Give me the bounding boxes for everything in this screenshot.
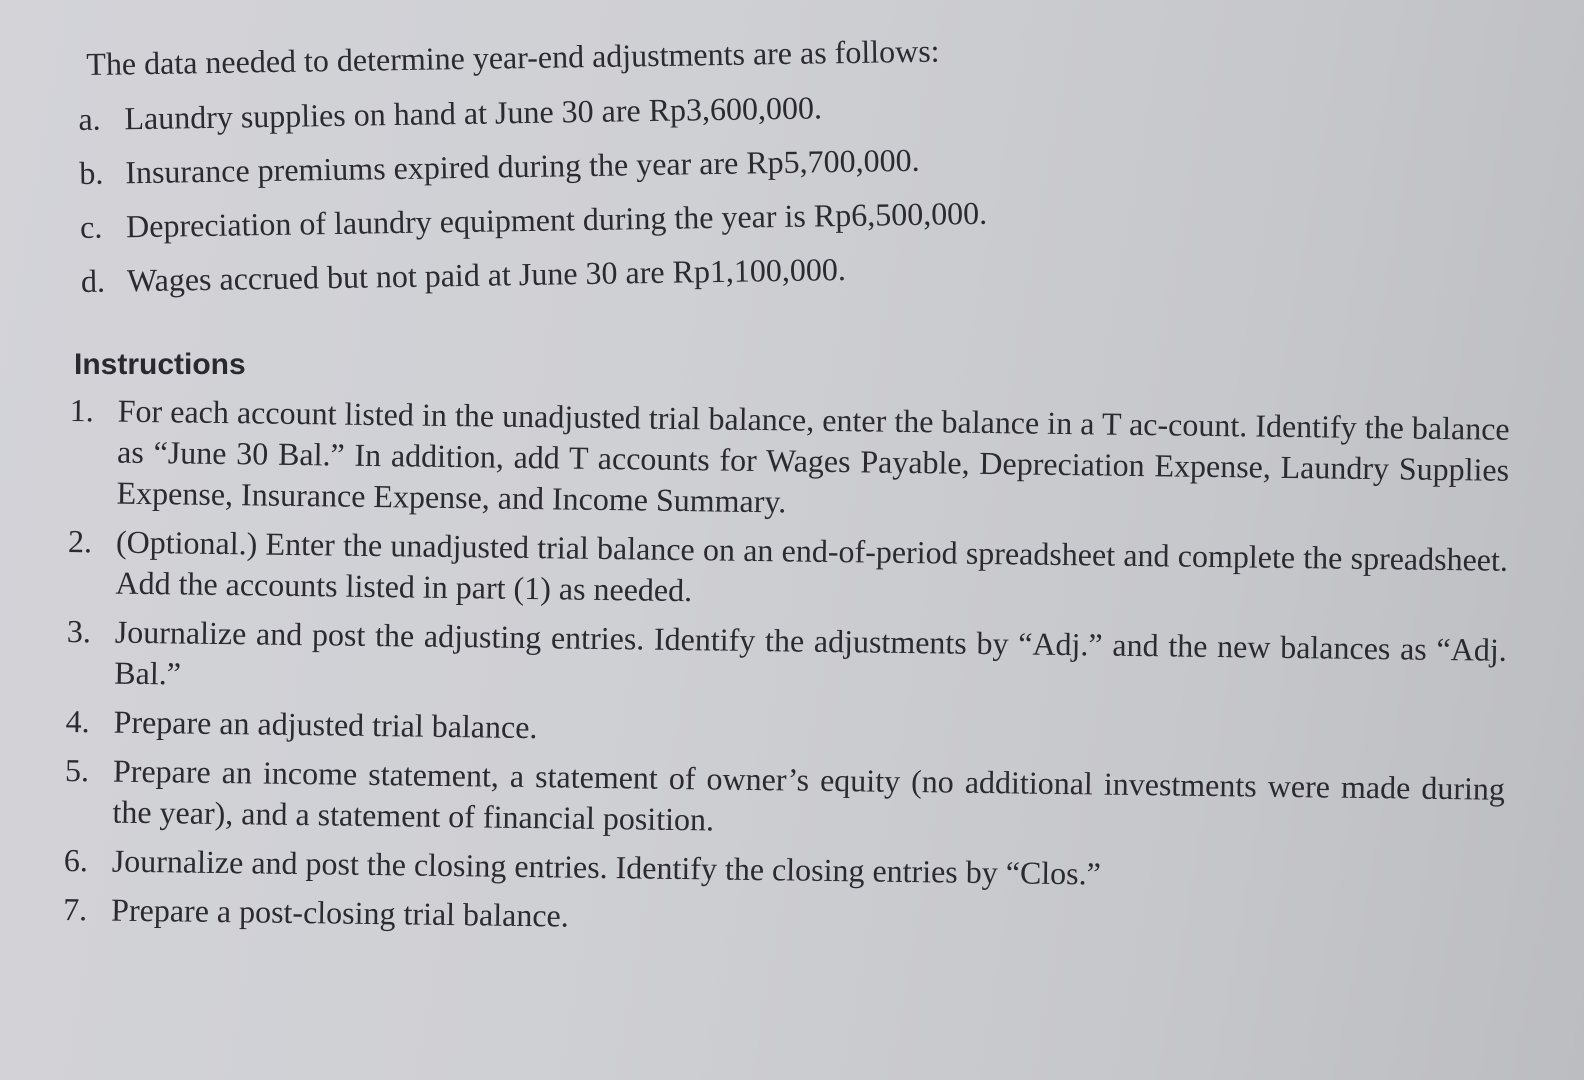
item-text: Insurance premiums expired during the year are Rp5,700,000. <box>124 141 920 191</box>
step-number: 5. <box>64 751 90 789</box>
step-text: For each account listed in the unadjusted trial balance, enter the balance in a T ac-count. Identify the balance as “June 30 Bal.” In addition, add T accounts for Wages Payable, Depreciation Expense, Laundry Supplies Expense, Insurance Expense, and Income Summary. <box>116 392 1510 520</box>
instruction-step <box>66 611 1507 712</box>
instructions-heading: Instructions <box>74 348 246 381</box>
step-number: 3. <box>66 612 92 650</box>
step-number: 2. <box>67 522 93 560</box>
step-text: Journalize and post the adjusting entries. Identify the adjustments by “Adj.” and the new balances as “Adj. Bal.” <box>114 613 1507 692</box>
step-number: 6. <box>63 841 89 879</box>
step-number: 7. <box>62 890 88 928</box>
step-text: Prepare an income statement, a statement of owner’s equity (no additional investments were made during the year), and a statement of financial position. <box>112 752 1506 838</box>
item-marker: d. <box>80 262 106 299</box>
step-text: Prepare a post-closing trial balance. <box>110 891 569 934</box>
adjustment-data-list <box>78 78 988 308</box>
item-text: Laundry supplies on hand at June 30 are Rp3,600,000. <box>124 89 823 137</box>
item-marker: c. <box>79 208 103 245</box>
step-text: (Optional.) Enter the unadjusted trial balance on an end-of-period spreadsheet and complete the spreadsheet. Add the accounts listed in part (1) as needed. <box>115 523 1509 609</box>
instruction-step <box>63 889 1503 949</box>
item-marker: a. <box>78 100 101 137</box>
step-number: 4. <box>65 702 90 740</box>
instruction-step <box>67 521 1508 622</box>
instructions-list <box>63 390 1510 949</box>
instruction-step <box>68 390 1509 532</box>
step-text: Journalize and post the closing entries. Identify the closing entries by “Clos.” <box>111 842 1102 892</box>
step-text: Prepare an adjusted trial balance. <box>113 703 538 746</box>
instruction-step <box>64 750 1505 851</box>
item-text: Wages accrued but not paid at June 30 are Rp1,100,000. <box>126 250 847 299</box>
item-text: Depreciation of laundry equipment during the year is Rp6,500,000. <box>125 194 988 245</box>
intro-sentence: The data needed to determine year-end adjustments are as follows: <box>86 32 940 82</box>
step-number: 1. <box>69 391 94 429</box>
item-marker: b. <box>78 154 104 191</box>
